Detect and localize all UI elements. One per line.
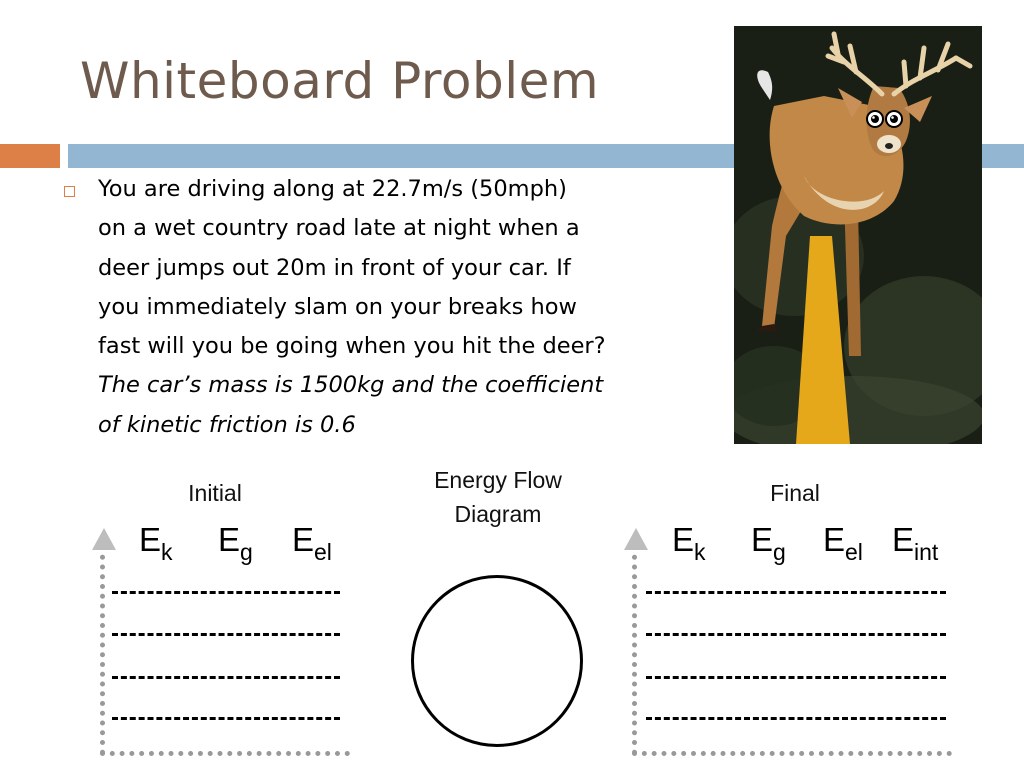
problem-line: fast will you be going when you hit the deer? bbox=[98, 333, 606, 360]
system-circle bbox=[411, 575, 583, 747]
problem-text bbox=[98, 170, 698, 445]
final-x-axis bbox=[632, 751, 952, 756]
final-dashed-line bbox=[646, 717, 946, 720]
initial-y-axis bbox=[100, 545, 105, 755]
final-symbol-eg: $E_g$ bbox=[751, 521, 786, 565]
initial-symbol-ek: $E_k$ bbox=[139, 521, 173, 565]
initial-dashed-line bbox=[112, 676, 340, 679]
initial-symbol-eel: $E_{el}$ bbox=[292, 521, 332, 565]
bullet-square-icon bbox=[64, 186, 75, 197]
final-label: Final bbox=[770, 480, 820, 506]
final-symbol-eint: $E_{int}$ bbox=[892, 521, 939, 565]
initial-dashed-line bbox=[112, 591, 340, 594]
final-y-axis bbox=[632, 545, 637, 755]
problem-line-italic: of kinetic friction is 0.6 bbox=[98, 411, 356, 438]
initial-label: Initial bbox=[188, 480, 242, 506]
initial-dashed-line bbox=[112, 633, 340, 636]
final-axis-arrow-icon bbox=[624, 528, 648, 550]
accent-bar-orange bbox=[0, 144, 60, 168]
deer-image bbox=[734, 26, 982, 444]
problem-line: on a wet country road late at night when a bbox=[98, 215, 580, 242]
final-dashed-line bbox=[646, 633, 946, 636]
slide-title: Whiteboard Problem bbox=[80, 52, 600, 110]
final-dashed-line bbox=[646, 591, 946, 594]
final-dashed-line bbox=[646, 676, 946, 679]
final-symbol-ek: $E_k$ bbox=[672, 521, 706, 565]
problem-line-italic: The car’s mass is 1500kg and the coefficient bbox=[98, 372, 604, 399]
energy-flow-label: Energy Flow Diagram bbox=[434, 467, 562, 527]
initial-axis-arrow-icon bbox=[92, 528, 116, 550]
problem-line: You are driving along at 22.7m/s (50mph) bbox=[98, 176, 567, 202]
initial-x-axis bbox=[100, 751, 350, 756]
final-symbol-eel: $E_{el}$ bbox=[823, 521, 863, 565]
initial-dashed-line bbox=[112, 717, 340, 720]
initial-symbol-eg: $E_g$ bbox=[218, 521, 253, 565]
problem-line: deer jumps out 20m in front of your car. If bbox=[98, 254, 571, 281]
problem-line: you immediately slam on your breaks how bbox=[98, 293, 577, 320]
